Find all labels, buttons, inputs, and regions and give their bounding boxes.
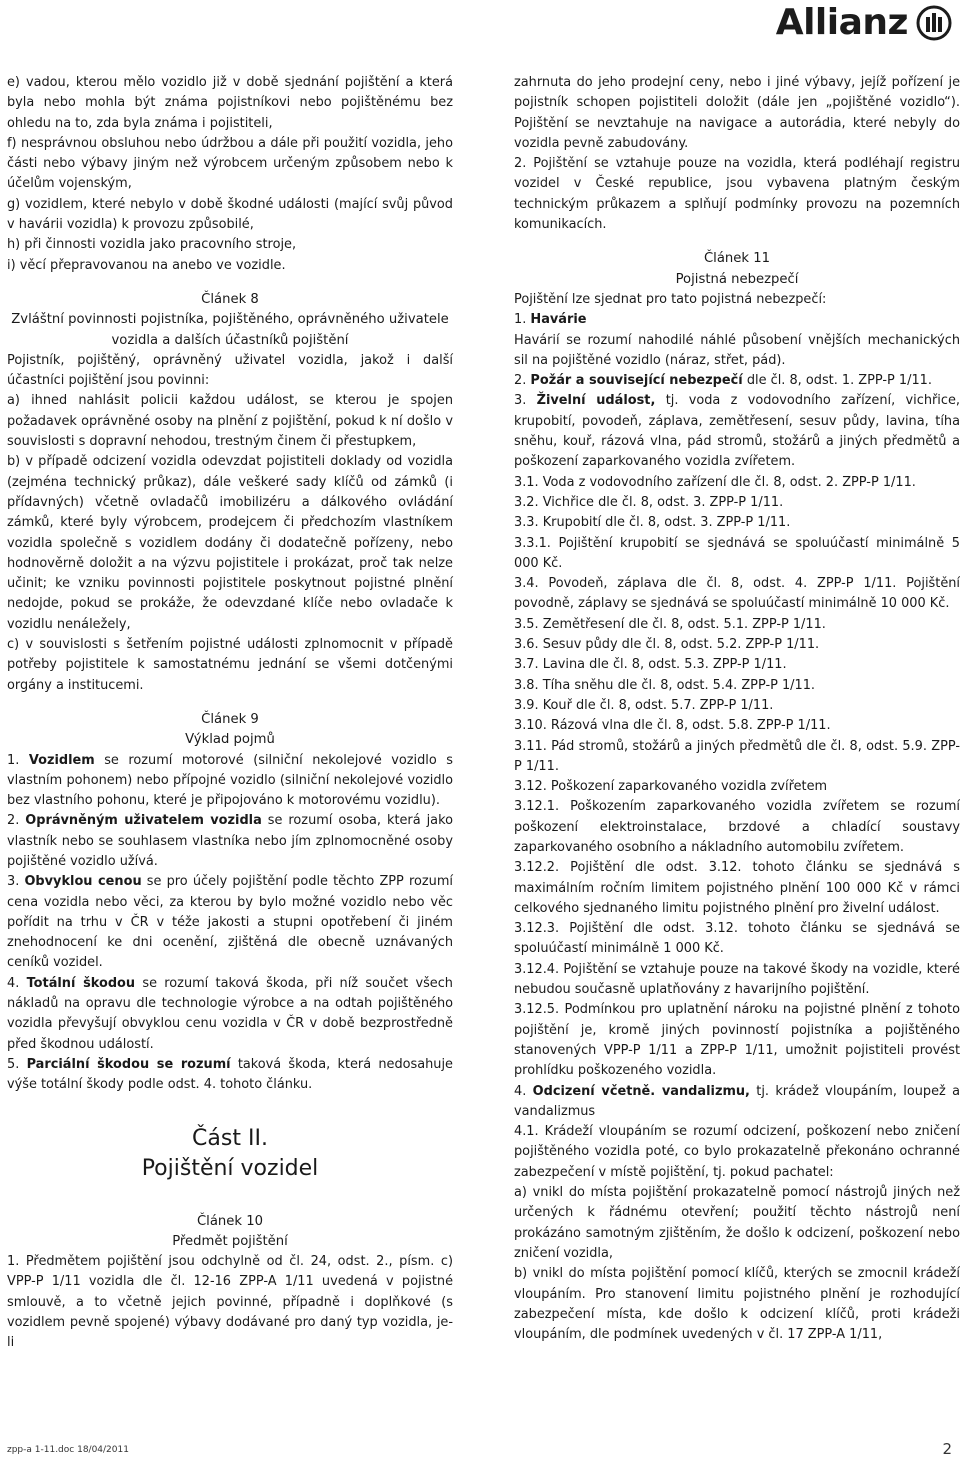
definition-5 (7, 1055, 453, 1096)
definition-5-term: Parciální škodou se rozumí (26, 1056, 231, 1072)
article-10-subtitle: Předmět pojištění (172, 1233, 288, 1249)
page-number: 2 (942, 1440, 952, 1458)
article-10-p1: 1. Předmětem pojištění jsou odchylně od čl. 24, odst. 2., písm. c) VPP-P 1/11 vozidla dle čl. 12-16 ZPP-A 1/11 uvedená v pojistné smlouvě, a to včetně jejich povinné, případně i doplňkové (s vozidlem pevně spojené) výbavy dodávané pro daný typ vozidla, je-li (7, 1254, 453, 1351)
risk-3-12-1: 3.12.1. Poškozením zaparkovaného vozidla zvířetem se rozumí poškození elektroinstalace, brzdové a chladící soustavy zaparkovaného osobního a nákladního automobilu zvířetem. (514, 799, 960, 855)
risk-3-2: 3.2. Vichřice dle čl. 8, odst. 3. ZPP-P 1/11. (514, 494, 784, 510)
risk-1-num: 1. (514, 312, 527, 328)
risk-3-12-4: 3.12.4. Pojištění se vztahuje pouze na takové škody na vozidle, které nebudou současně uplatňovány z havarijního pojištění. (514, 961, 960, 998)
risk-1-heading (514, 310, 960, 330)
risk-3-3-1: 3.3.1. Pojištění krupobití se sjednává se spoluúčastí minimálně 5 000 Kč. (514, 535, 960, 571)
definition-1-term: Vozidlem (28, 752, 95, 768)
risk-2-num: 2. (514, 373, 527, 389)
risk-4-1-a: a) vnikl do místa pojištění prokazatelně pomocí nástrojů jiných než určených k řádnému otevření; použití těchto nástrojů není prokázáno samotným zjištěním, že došlo k odcizení, poškození nebo zničení vozidla, (514, 1185, 960, 1261)
definition-2-num: 2. (7, 813, 20, 829)
risk-3-7: 3.7. Lavina dle čl. 8, odst. 5.3. ZPP-P 1/11. (514, 657, 787, 673)
left-column (7, 73, 453, 1354)
risk-2 (514, 371, 960, 391)
article-8-title: Článek 8 (201, 291, 259, 307)
article-8-subtitle: Zvláštní povinnosti pojistníka, pojištěného, oprávněného uživatele vozidla a dalších účastníků pojištění (11, 312, 449, 348)
risk-4-term: Odcizení včetně. vandalizmu, (532, 1083, 750, 1099)
risk-3-12: 3.12. Poškození zaparkovaného vozidla zvířetem (514, 779, 828, 795)
risk-3-11: 3.11. Pád stromů, stožárů a jiných předmětů dle čl. 8, odst. 5.9. ZPP-P 1/11. (514, 738, 960, 774)
risk-3-10: 3.10. Rázová vlna dle čl. 8, odst. 5.8. ZPP-P 1/11. (514, 718, 831, 734)
part-title: Pojištění vozidel (141, 1155, 319, 1181)
risk-2-text: dle čl. 8, odst. 1. ZPP-P 1/11. (746, 373, 932, 389)
exclusion-e: e) vadou, kterou mělo vozidlo již v době sjednání pojištění a která byla nebo mohla být známa pojistníkovi nebo pojištěnému bez ohledu na to, zda byla známa i pojistiteli, (7, 75, 453, 131)
article-11-intro: Pojištění lze sjednat pro tato pojistná nebezpečí: (514, 291, 827, 307)
risk-4 (514, 1082, 960, 1123)
exclusion-i: i) věcí přepravovanou na anebo ve vozidle. (7, 257, 286, 273)
risk-4-num: 4. (514, 1083, 527, 1099)
definition-5-num: 5. (7, 1056, 20, 1072)
risk-2-term: Požár a související nebezpečí (530, 373, 743, 389)
definition-3-num: 3. (7, 874, 20, 890)
definition-4 (7, 974, 453, 1055)
risk-3-text: tj. voda z vodovodního zařízení, vichřice, krupobití, povodeň, záplava, zemětřesení, sesuv půdy, lavina, tíha sněhu, kouř, rázová vlna, pád stromů, stožárů a jiných předmětů a poškození zaparkovaného vozidla zvířetem. (514, 393, 960, 470)
part-label: Část II. (192, 1125, 268, 1151)
risk-1-text: Havárií se rozumí nahodilé náhlé působení vnějších mechanických sil na pojištěné vozidlo (náraz, střet, pád). (514, 332, 960, 368)
risk-3-12-5: 3.12.5. Podmínkou pro uplatnění nároku na pojistné plnění z tohoto pojištění je, kromě jiných povinností pojistníka a pojištěného stanovených VPP-P 1/11 a ZPP-P 1/11, umožnit pojistiteli provést prohlídku poškozeného vozidla. (514, 1002, 960, 1079)
article-10-p1-cont: zahrnuta do jeho prodejní ceny, nebo i jiné výbavy, jejíž pořízení je pojistník schopen pojistiteli doložit (dále jen „pojištěné vozidlo“). Pojištění se nevztahuje na navigace a autorádia, které nebyly do vozidla pevně zabudovány. (514, 75, 960, 151)
logo-wordmark: Allianz (775, 2, 908, 43)
risk-1-term: Havárie (530, 312, 587, 328)
definition-4-term: Totální škodou (26, 975, 136, 991)
risk-3-9: 3.9. Kouř dle čl. 8, odst. 5.7. ZPP-P 1/11. (514, 697, 774, 713)
allianz-logo (776, 2, 952, 43)
risk-3-12-3: 3.12.3. Pojištění dle odst. 3.12. tohoto článku se sjednává se spoluúčastí minimálně 1 000 Kč. (514, 921, 960, 957)
exclusion-g: g) vozidlem, které nebylo v době škodné události (mající svůj původ v havárii vozidla) k provozu způsobilé, (7, 196, 453, 233)
article-10-title: Článek 10 (196, 1213, 264, 1229)
footer-file-info: zpp-a 1-11.doc 18/04/2011 (7, 1445, 129, 1455)
article-9-subtitle: Výklad pojmů (185, 732, 275, 748)
article-8-c: c) v souvislosti s šetřením pojistné události zplnomocnit v případě potřeby pojistitele k samostatnému jednání se všemi dotčenými orgány a institucemi. (7, 637, 453, 693)
article-10-p2: 2. Pojištění se vztahuje pouze na vozidla, která podléhají registru vozidel v České republice, jsou vybavena platným českým technickým průkazem a splňují podmínky provozu na pozemních komunikacích. (514, 156, 960, 233)
allianz-eagle-icon (916, 5, 952, 41)
risk-3-num: 3. (514, 393, 527, 409)
risk-3-5: 3.5. Zemětřesení dle čl. 8, odst. 5.1. ZPP-P 1/11. (514, 616, 826, 632)
risk-4-1-b: b) vnikl do místa pojištění pomocí klíčů, kterých se zmocnil krádeží vloupáním. Pro stanovení limitu pojistného plnění je rozhodující zabezpečení místa, kde došlo k odcizení klíčů, proti krádeži vloupáním, dle podmínek uvedených v čl. 17 ZPP-A 1/11, (514, 1266, 960, 1343)
risk-3-12-2: 3.12.2. Pojištění dle odst. 3.12. tohoto článku se sjednává s maximálním ročním limitem pojistného plnění 100 000 Kč v rámci celkového sjednaného limitu pojistného plnění pro živelní událost. (514, 860, 960, 916)
risk-3-6: 3.6. Sesuv půdy dle čl. 8, odst. 5.2. ZPP-P 1/11. (514, 637, 820, 653)
definition-3-text: se pro účely pojištění podle těchto ZPP rozumí cena vozidla nebo věci, za kterou by bylo možné vozidlo nebo věc pořídit na trhu v ČR v téže jakosti a stupni opotřebení či jiném znehodnocení ke dni ocenění, zjištěná dle obecně uznávaných ceníků vozidel. (7, 874, 453, 971)
definition-3 (7, 872, 453, 973)
article-8-intro: Pojistník, pojištěný, oprávněný uživatel vozidla, jakož i další účastníci pojištění jsou povinni: (7, 352, 453, 389)
definition-2-term: Oprávněným uživatelem vozidla (25, 813, 262, 829)
article-11-subtitle: Pojistná nebezpečí (675, 271, 799, 287)
risk-3-1: 3.1. Voda z vodovodního zařízení dle čl. 8, odst. 2. ZPP-P 1/11. (514, 474, 916, 490)
risk-3 (514, 391, 960, 472)
risk-3-8: 3.8. Tíha sněhu dle čl. 8, odst. 5.4. ZPP-P 1/11. (514, 677, 816, 693)
definition-2-text: se rozumí osoba, která jako vlastník nebo se souhlasem vlastníka nebo jím zplnomocněné osoby pojištěné vozidlo užívá. (7, 813, 453, 869)
definition-3-term: Obvyklou cenou (24, 874, 142, 890)
definition-1-text: se rozumí motorové (silniční nekolejové vozidlo s vlastním pohonem) nebo přípojné vozidlo (silniční nekolejové vozidlo bez vlastního pohonu, které je připojováno k motorovému vozidlu). (7, 752, 453, 809)
definition-4-text: se rozumí taková škoda, při níž součet všech nákladů na opravu dle technologie výrobce a na odtah pojištěného vozidla převyšují obvyklou cenu vozidla v ČR v době bezprostředně před škodnou událostí. (7, 975, 453, 1052)
article-8-b: b) v případě odcizení vozidla odevzdat pojistiteli doklady od vozidla (zejména technický průkaz), dále veškeré sady klíčů od zámků (i přídavných) včetně ovladačů imobilizéru a dálkového ovládání zámků, které byly výrobcem, prodejcem či předchozím vlastníkem vozidla společně s vozidlem dodány či dodatečně pořízeny, nebo hodnověrně doložit a na výzvu pojistitele i prokázat, proč tak nelze učinit; ke vzniku povinnosti pojistitele poskytnout pojistné plnění nedojde, pokud se prokáže, že odevzdané klíče nebo ovladače k vozidlu nenáležely, (7, 454, 453, 632)
exclusion-f: f) nesprávnou obsluhou nebo údržbou a dále při použití vozidla, jeho části nebo výbavy jiným než výrobcem určeným způsobem nebo k účelům vojenským, (7, 135, 453, 192)
risk-4-1: 4.1. Krádeží vloupáním se rozumí odcizení, poškození nebo zničení pojištěného vozidla poté, co bylo prokazatelně překonáno ochranné zabezpečení v místě pojištění, tj. pokud pachatel: (514, 1124, 960, 1180)
article-9-title: Článek 9 (201, 711, 259, 727)
definition-2 (7, 811, 453, 872)
article-11-title: Článek 11 (703, 251, 771, 267)
definition-5-text: taková škoda, která nedosahuje výše totální škody podle odst. 4. tohoto článku. (7, 1056, 453, 1093)
definition-1 (7, 751, 453, 812)
exclusion-h: h) při činnosti vozidla jako pracovního stroje, (7, 237, 297, 253)
definition-4-num: 4. (7, 975, 20, 991)
risk-3-4: 3.4. Povodeň, záplava dle čl. 8, odst. 4. ZPP-P 1/11. Pojištění povodně, záplavy se sjednává se spoluúčastí minimálně 10 000 Kč. (514, 576, 960, 612)
risk-3-term: Živelní událost, (536, 393, 656, 409)
article-8-a: a) ihned nahlásit policii každou událost, se kterou je spojen požadavek oprávněné osoby na plnění z pojištění, pokud k ní došlo v souvislosti s dopravní nehodou, trestným činem či přestupkem, (7, 393, 453, 450)
risk-4-text: tj. krádež vloupáním, loupež a vandalizmus (514, 1083, 960, 1119)
risk-3-3: 3.3. Krupobití dle čl. 8, odst. 3. ZPP-P 1/11. (514, 515, 791, 531)
right-column (514, 73, 960, 1345)
definition-1-num: 1. (7, 752, 20, 768)
